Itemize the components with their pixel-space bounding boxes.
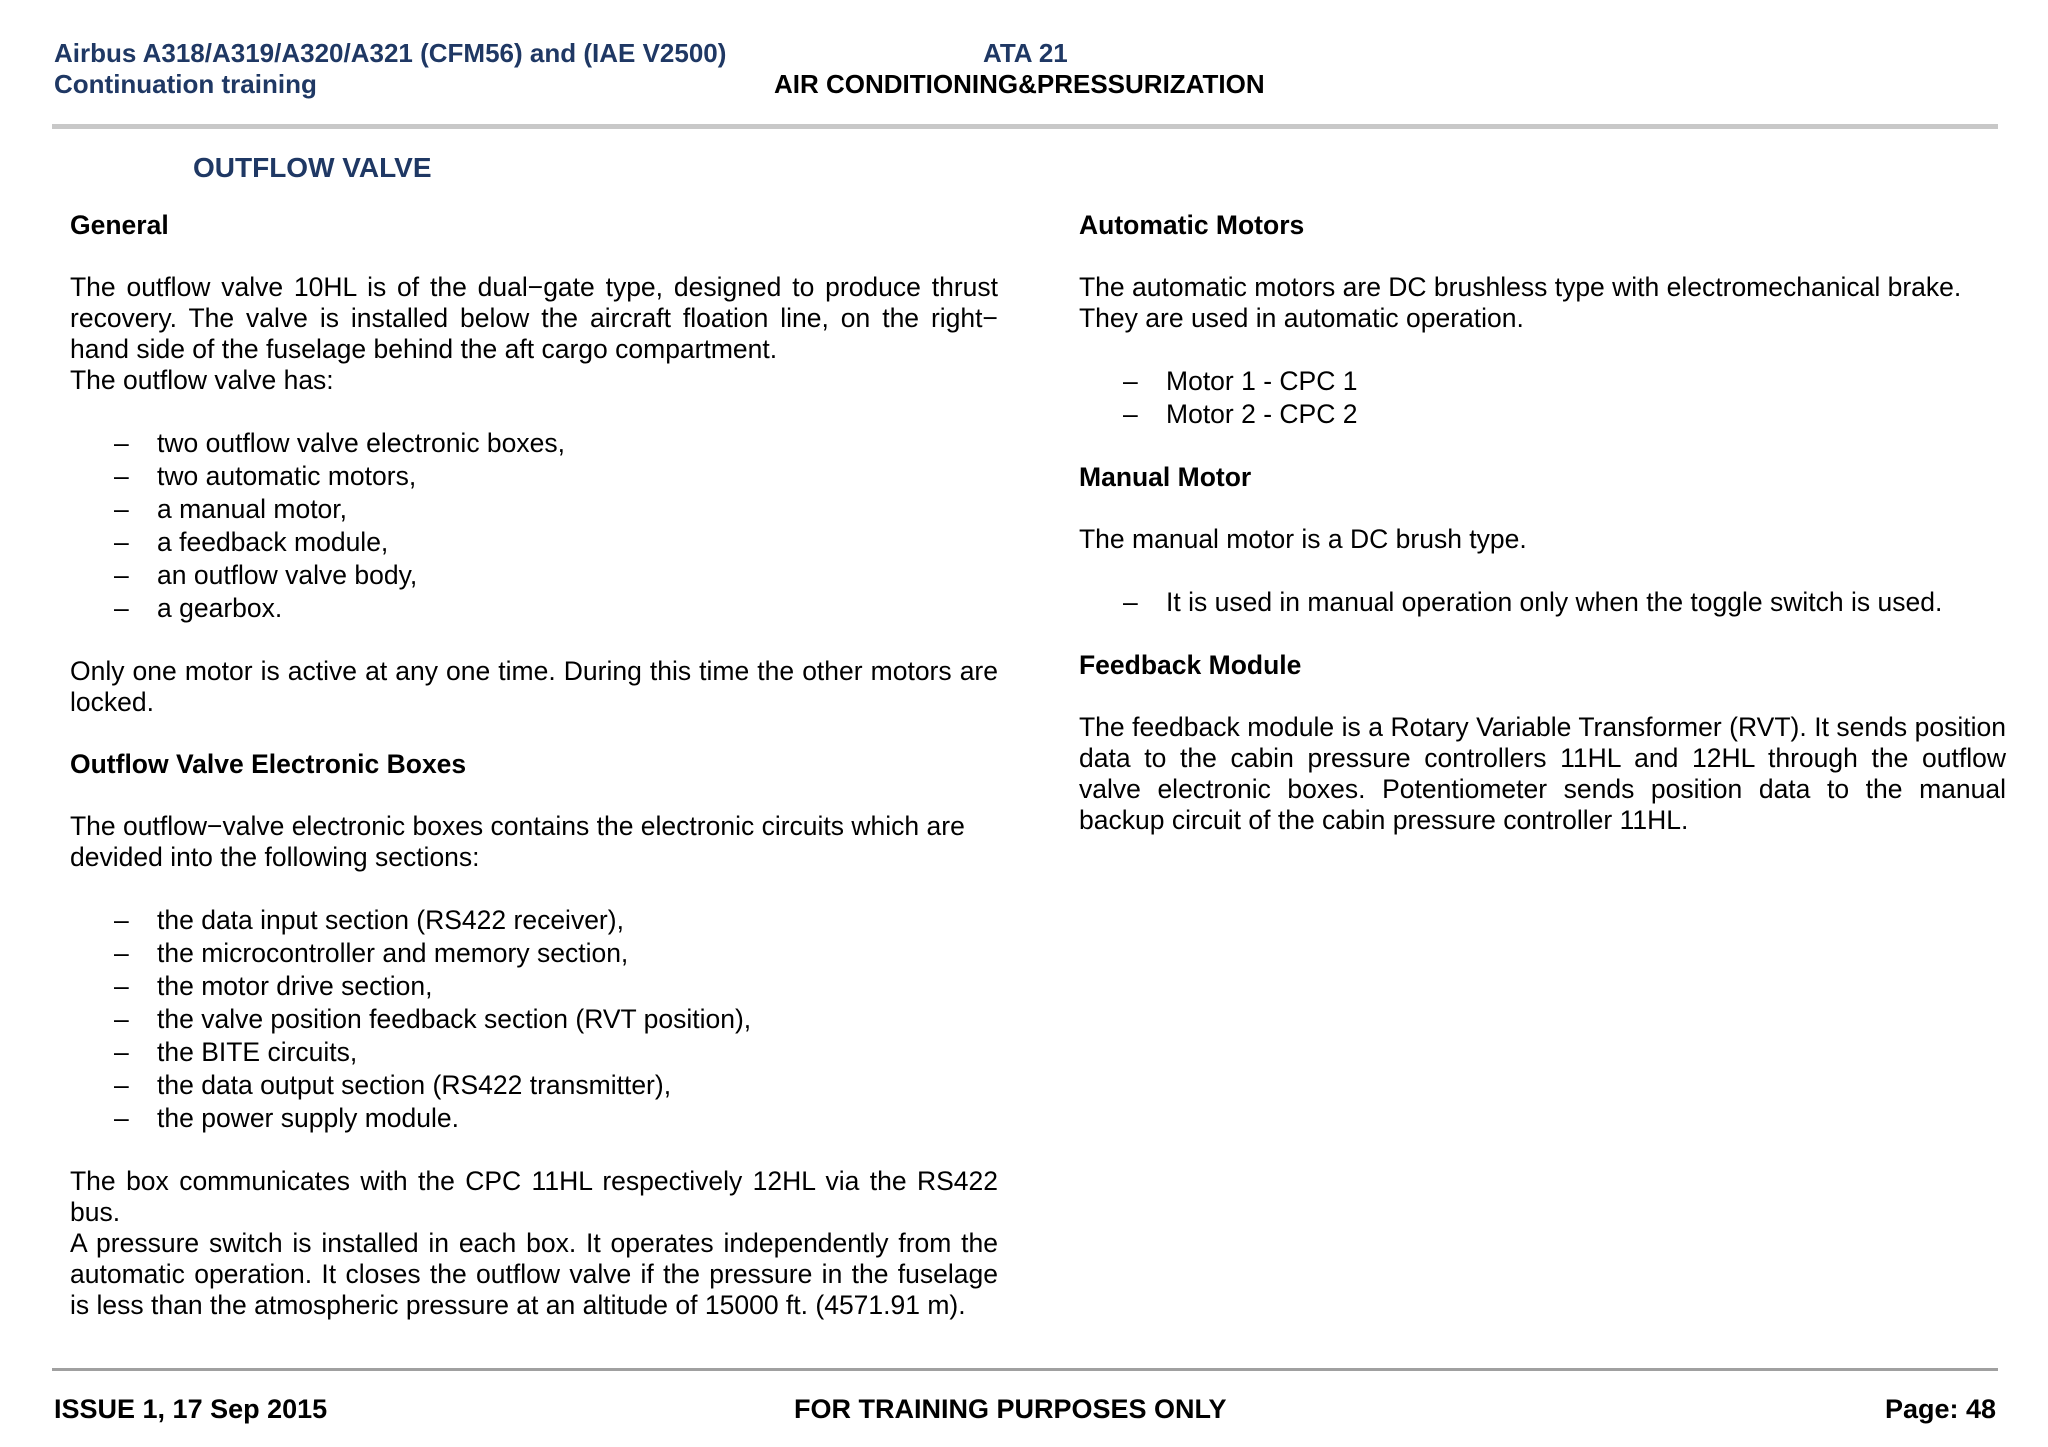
auto-motors-list	[1079, 365, 2006, 431]
motor-note: Only one motor is active at any one time. During this time the other motors are locked.	[70, 656, 998, 717]
header-divider	[52, 124, 1998, 129]
document-header-title	[54, 38, 726, 100]
list-item: – two automatic motors,	[70, 460, 998, 493]
general-heading: General	[70, 210, 169, 240]
list-item: – It is used in manual operation only when the toggle switch is used.	[1079, 586, 2006, 619]
section-title: OUTFLOW VALVE	[193, 152, 432, 183]
header-title-line2: Continuation training	[54, 69, 317, 99]
list-item: – an outflow valve body,	[70, 559, 998, 592]
list-item: – the power supply module.	[70, 1102, 998, 1135]
general-paragraph: The outflow valve 10HL is of the dual−gate type, designed to produce thrust recovery. The valve is installed below the aircraft floation line, on the right− hand side of the fuselage behind the aft cargo compartment.	[70, 272, 998, 364]
list-item: – two outflow valve electronic boxes,	[70, 427, 998, 460]
list-item: – a gearbox.	[70, 592, 998, 625]
manual-motor-list	[1079, 586, 2006, 619]
feedback-heading: Feedback Module	[1079, 650, 1302, 680]
components-list	[70, 427, 998, 625]
right-column	[1079, 210, 2006, 867]
auto-motors-heading: Automatic Motors	[1079, 210, 1305, 240]
sections-list	[70, 904, 998, 1135]
list-item: – the data output section (RS422 transmitter),	[70, 1069, 998, 1102]
has-intro: The outflow valve has:	[70, 365, 334, 395]
list-item: – the motor drive section,	[70, 970, 998, 1003]
footer-page-number: Page: 48	[1884, 1394, 1996, 1424]
list-item: – the microcontroller and memory section,	[70, 937, 998, 970]
boxes-paragraph: The outflow−valve electronic boxes contains the electronic circuits which are devided into the following sections:	[70, 811, 965, 872]
list-item: – Motor 2 - CPC 2	[1079, 398, 2006, 431]
footer-notice: FOR TRAINING PURPOSES ONLY	[794, 1394, 1227, 1424]
manual-motor-paragraph: The manual motor is a DC brush type.	[1079, 524, 1527, 554]
comm-paragraph: The box communicates with the CPC 11HL respectively 12HL via the RS422 bus.	[70, 1166, 998, 1227]
list-item: – Motor 1 - CPC 1	[1079, 365, 2006, 398]
header-title-line1: Airbus A318/A319/A320/A321 (CFM56) and (IAE V2500)	[54, 38, 727, 68]
header-chapter: AIR CONDITIONING&PRESSURIZATION	[774, 69, 1265, 99]
list-item: – a manual motor,	[70, 493, 998, 526]
footer-issue: ISSUE 1, 17 Sep 2015	[54, 1394, 328, 1424]
header-ata: ATA 21	[983, 38, 1068, 68]
list-item: – a feedback module,	[70, 526, 998, 559]
left-column	[70, 210, 998, 1321]
list-item: – the data input section (RS422 receiver),	[70, 904, 998, 937]
list-item: – the BITE circuits,	[70, 1036, 998, 1069]
auto-motors-paragraph: The automatic motors are DC brushless type with electromechanical brake. They are used in automatic operation.	[1079, 272, 1962, 333]
boxes-heading: Outflow Valve Electronic Boxes	[70, 749, 467, 779]
manual-motor-heading: Manual Motor	[1079, 462, 1252, 492]
list-item: – the valve position feedback section (RVT position),	[70, 1003, 998, 1036]
footer-divider	[52, 1368, 1998, 1371]
pressure-paragraph: A pressure switch is installed in each box. It operates independently from the automatic operation. It closes the outflow valve if the pressure in the fuselage is less than the atmospheric pressure at an altitude of 15000 ft. (4571.91 m).	[70, 1228, 998, 1320]
feedback-paragraph: The feedback module is a Rotary Variable Transformer (RVT). It sends position data to the cabin pressure controllers 11HL and 12HL through the outflow valve electronic boxes. Potentiometer sends position data to the manual backup circuit of the cabin pressure controller 11HL.	[1079, 712, 2006, 835]
